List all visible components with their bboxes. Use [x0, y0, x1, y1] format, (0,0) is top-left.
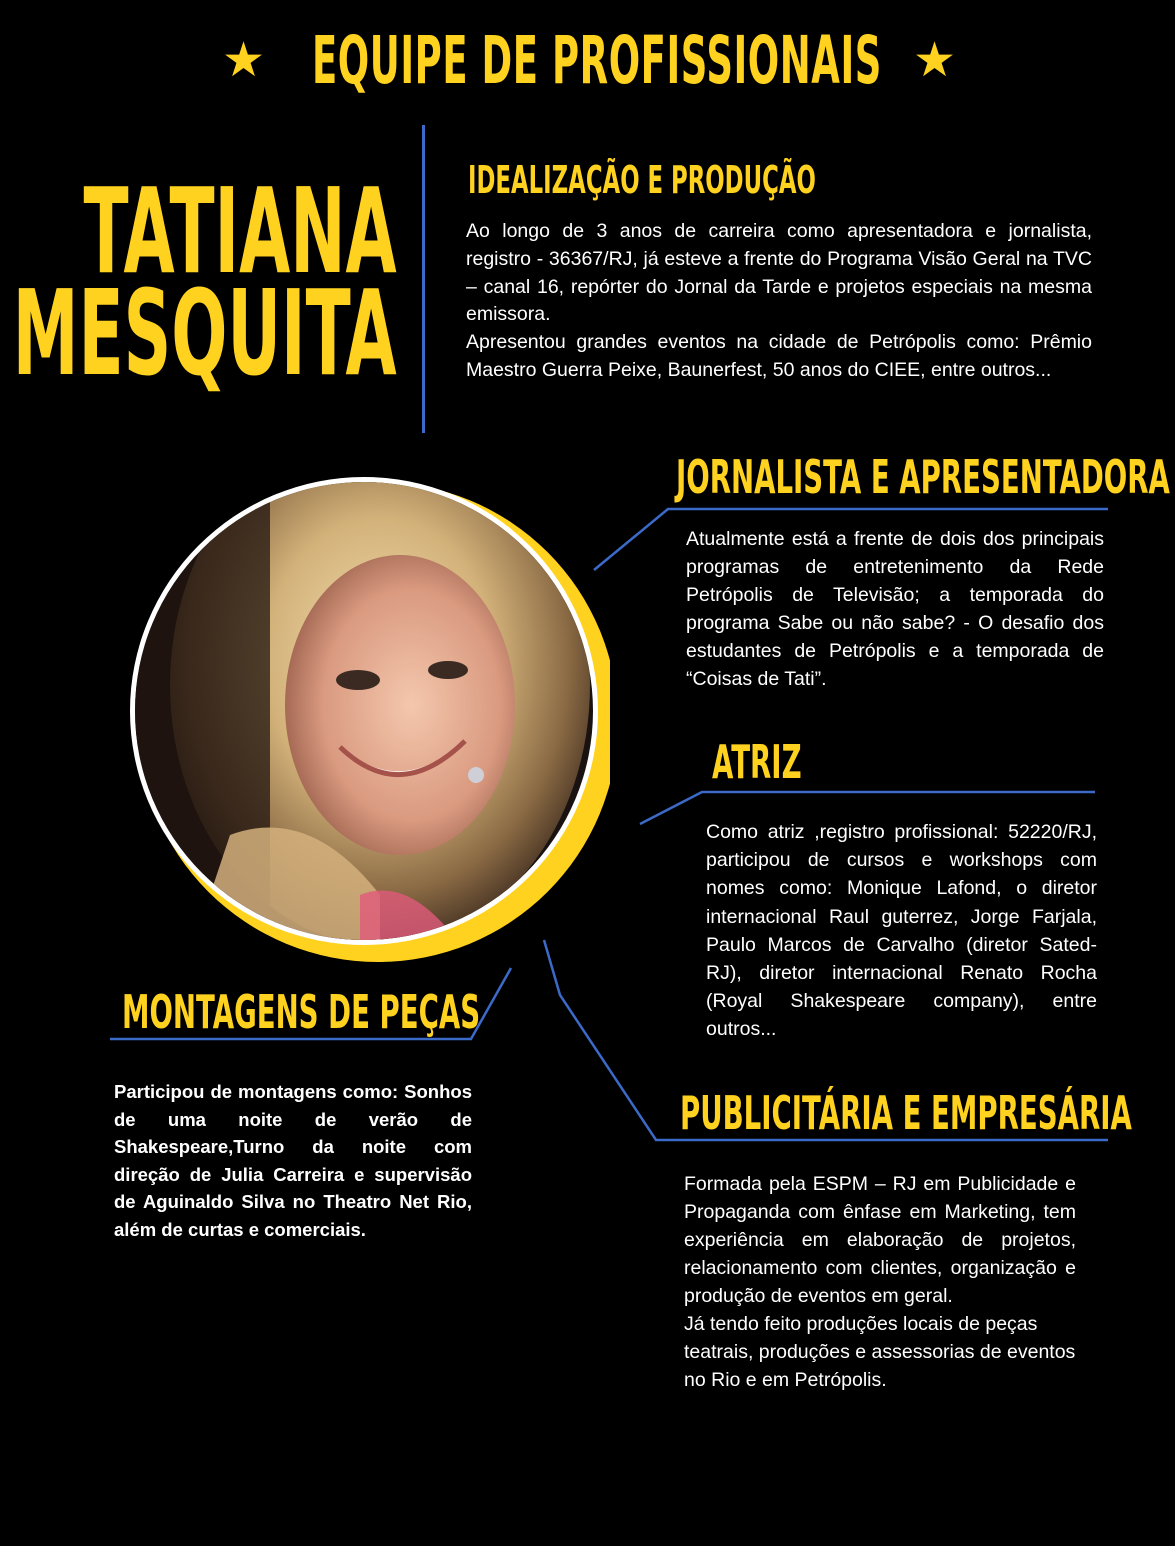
first-name: TATIANA	[83, 162, 397, 300]
section-body-jornalista	[686, 525, 1104, 693]
portrait	[130, 475, 610, 965]
section-title-jornalista: JORNALISTA E APRESENTADORA	[676, 450, 1170, 504]
section-body-publicitaria	[684, 1170, 1076, 1394]
paragraph: Participou de montagens como: Sonhos de uma noite de verão de Shakespeare,Turno da noite com direção de Julia Carreira e supervisão de Aguinaldo Silva no Theatro Net Rio, além de curtas e comerciais.	[114, 1081, 472, 1240]
section-title-publicitaria: PUBLICITÁRIA E EMPRESÁRIA	[680, 1086, 1132, 1140]
section-title-atriz: ATRIZ	[712, 735, 802, 789]
last-name: MESQUITA	[13, 264, 397, 402]
paragraph: Como atriz ,registro profissional: 52220/RJ, participou de cursos e workshops com nomes como: Monique Lafond, o diretor internacional Raul guterrez, Jorge Farjala, Paulo Marcos de Carvalho (diretor Sated-RJ), diretor internacional Renato Rocha (Royal Shakespeare company), entre outros...	[706, 821, 1097, 1041]
page-title: EQUIPE DE PROFISSIONAIS	[312, 22, 882, 99]
star-right-icon: ★	[913, 32, 957, 88]
paragraph: Ao longo de 3 anos de carreira como apresentadora e jornalista, registro - 36367/RJ, já esteve a frente do Programa Visão Geral na TVC – canal 16, repórter do Jornal da Tarde e projetos especiais na mesma emissora.	[466, 220, 1092, 326]
section-title-idealizacao: IDEALIZAÇÃO E PRODUÇÃO	[468, 158, 816, 202]
section-title-montagens: MONTAGENS DE PEÇAS	[122, 985, 481, 1039]
section-body-atriz	[706, 818, 1097, 1044]
section-body-idealizacao	[466, 218, 1092, 385]
paragraph: Atualmente está a frente de dois dos principais programas de entretenimento da Rede Petrópolis de Televisão; a temporada do programa Sabe ou não sabe? - O desafio dos estudantes de Petrópolis e a temporada de “Coisas de Tati”.	[686, 528, 1104, 690]
paragraph: Formada pela ESPM – RJ em Publicidade e Propaganda com ênfase em Marketing, tem experiência em elaboração de projetos, relacionamento com clientes, organização e produção de eventos em geral.	[684, 1173, 1076, 1307]
section-body-montagens	[114, 1078, 472, 1243]
paragraph: Já tendo feito produções locais de peças teatrais, produções e assessorias de eventos no Rio e em Petrópolis.	[684, 1313, 1076, 1391]
star-left-icon: ★	[222, 32, 266, 88]
paragraph: Apresentou grandes eventos na cidade de Petrópolis como: Prêmio Maestro Guerra Peixe, Baunerfest, 50 anos do CIEE, entre outros...	[466, 331, 1092, 381]
